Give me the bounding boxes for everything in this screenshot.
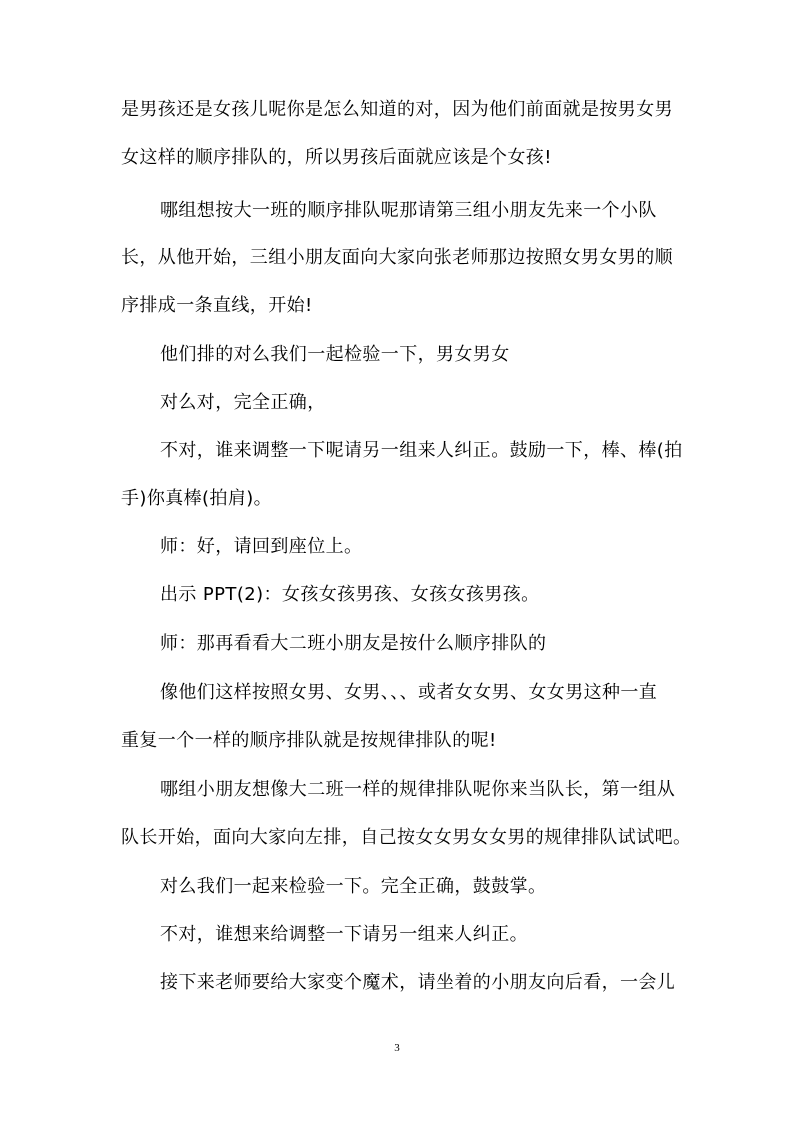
text-line: 哪组小朋友想像大二班一样的规律排队呢你来当队长，第一组从 [160, 779, 676, 800]
text-line: 不对，谁来调整一下呢请另一组来人纠正。鼓励一下，棒、棒(拍 [160, 440, 683, 461]
text-line: 重复一个一样的顺序排队就是按规律排队的呢! [121, 730, 497, 751]
text-line: 女这样的顺序排队的，所以男孩后面就应该是个女孩! [121, 147, 552, 168]
text-line: 长，从他开始，三组小朋友面向大家向张老师那边按照女男女男的顺 [121, 247, 673, 268]
text-line: 是男孩还是女孩儿呢你是怎么知道的对，因为他们前面就是按男女男 [121, 99, 673, 120]
text-line: 对么对，完全正确， [160, 392, 326, 413]
text-line: 接下来老师要给大家变个魔术，请坐着的小朋友向后看，一会儿 [160, 972, 676, 993]
text-line: 序排成一条直线，开始! [121, 295, 313, 316]
text-line: 哪组想按大一班的顺序排队呢那请第三组小朋友先来一个小队 [160, 200, 657, 221]
text-line: 手)你真棒(拍肩)。 [121, 488, 273, 509]
text-line: 出示 PPT(2)：女孩女孩男孩、女孩女孩男孩。 [160, 584, 540, 605]
text-line: 队长开始，面向大家向左排，自己按女女男女女男的规律排队试试吧。 [121, 827, 692, 848]
text-line: 对么我们一起来检验一下。完全正确，鼓鼓掌。 [160, 876, 547, 897]
page-number: 3 [394, 1042, 400, 1054]
text-line: 他们排的对么我们一起检验一下，男女男女 [160, 344, 510, 365]
text-line: 不对，谁想来给调整一下请另一组来人纠正。 [160, 924, 528, 945]
text-line: 像他们这样按照女男、女男、、、或者女女男、女女男这种一直 [160, 682, 658, 703]
text-line: 师：那再看看大二班小朋友是按什么顺序排队的 [160, 633, 547, 654]
text-line: 师：好，请回到座位上。 [160, 536, 363, 557]
